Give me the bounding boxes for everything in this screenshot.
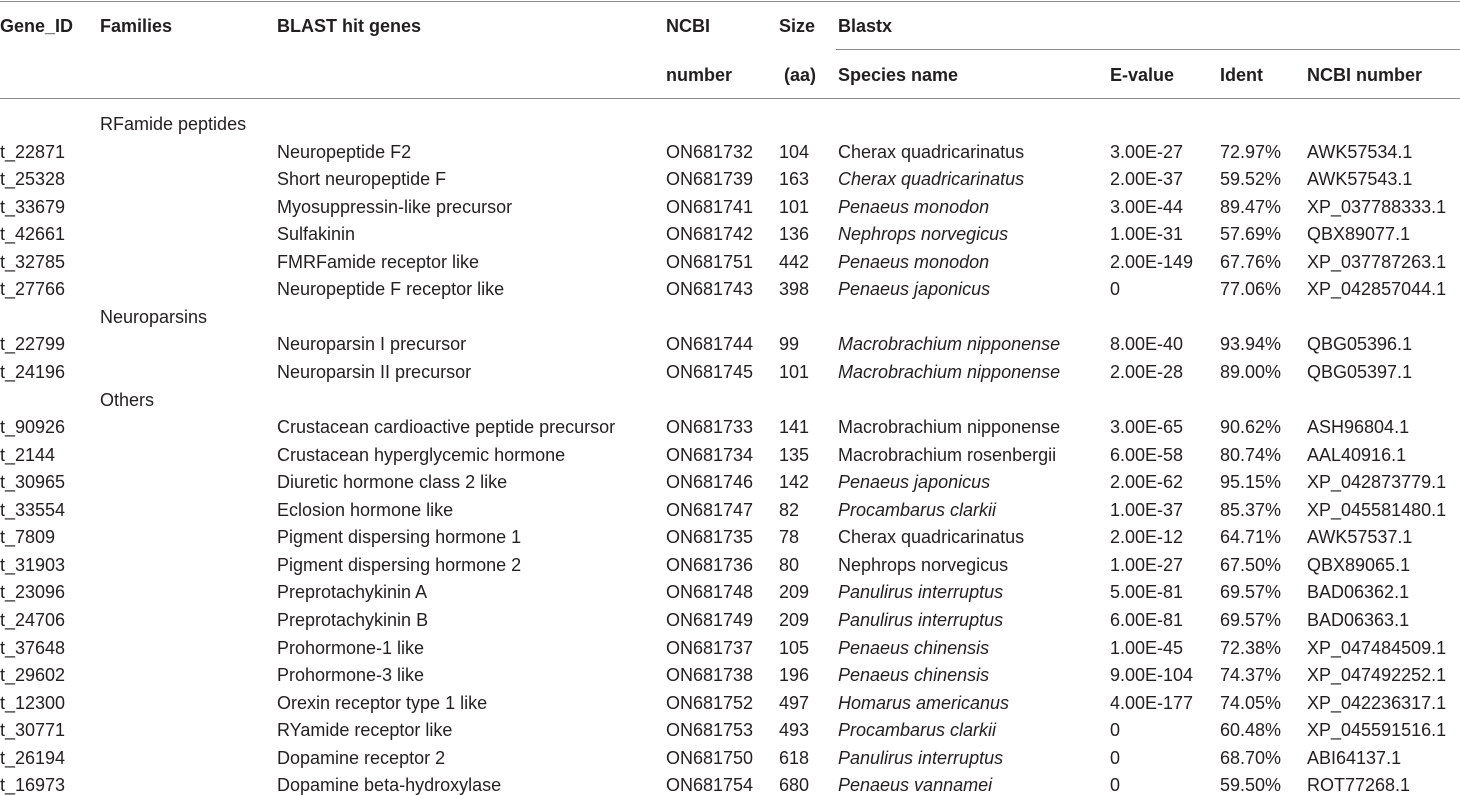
cell-accession: AAL40916.1 — [1307, 444, 1407, 465]
cell-gene-id: t_7809 — [0, 527, 56, 548]
cell-evalue: 0 — [1110, 720, 1121, 741]
cell-evalue: 0 — [1110, 279, 1121, 300]
cell-evalue: 6.00E-81 — [1110, 609, 1184, 630]
cell-evalue: 9.00E-104 — [1110, 665, 1194, 685]
cell-gene-id: t_42661 — [0, 224, 66, 245]
cell-gene-id: t_90926 — [0, 417, 66, 438]
cell-gene-id: t_37648 — [0, 637, 66, 658]
cell-size: 78 — [779, 527, 800, 548]
cell-blast-hit-gene: Neuropeptide F2 — [277, 141, 412, 162]
cell-ident: 64.71% — [1220, 527, 1282, 548]
cell-accession: XP_047492252.1 — [1307, 665, 1447, 685]
cell-ncbi-number: ON681751 — [666, 251, 754, 272]
cell-gene-id: t_27766 — [0, 279, 66, 300]
cell-evalue: 0 — [1110, 747, 1121, 768]
cell-blast-hit-gene: Preprotachykinin A — [277, 582, 428, 603]
cell-blast-hit-gene: Neuroparsin II precursor — [277, 362, 472, 382]
cell-accession: XP_037787263.1 — [1307, 251, 1447, 272]
cell-blast-hit-gene: Preprotachykinin B — [277, 609, 429, 630]
cell-gene-id: t_24706 — [0, 609, 66, 630]
cell-ncbi-number: ON681742 — [666, 224, 754, 245]
cell-ncbi-number: ON681737 — [666, 637, 754, 658]
cell-species-name: Macrobrachium nipponense — [838, 417, 1061, 438]
cell-accession: XP_042873779.1 — [1307, 472, 1447, 493]
cell-evalue: 2.00E-12 — [1110, 527, 1184, 548]
cell-evalue: 1.00E-45 — [1110, 637, 1184, 658]
cell-size: 99 — [779, 334, 800, 355]
cell-accession: QBG05397.1 — [1307, 362, 1413, 382]
cell-ncbi-number: ON681739 — [666, 169, 754, 190]
cell-ident: 67.76% — [1220, 251, 1282, 272]
cell-species-name: Macrobrachium rosenbergii — [838, 444, 1057, 465]
cell-size: 101 — [779, 362, 810, 382]
cell-gene-id: t_33554 — [0, 499, 66, 520]
cell-species-name: Macrobrachium nipponense — [838, 362, 1061, 382]
cell-gene-id: t_26194 — [0, 747, 66, 768]
cell-ident: 59.50% — [1220, 775, 1282, 795]
cell-gene-id: t_33679 — [0, 196, 66, 217]
cell-blast-hit-gene: Neuroparsin I precursor — [277, 334, 467, 355]
header-size: Size — [779, 16, 816, 36]
cell-accession: XP_037788333.1 — [1307, 196, 1447, 217]
cell-ident: 85.37% — [1220, 499, 1282, 520]
cell-ident: 57.69% — [1220, 224, 1282, 245]
cell-ncbi-number: ON681741 — [666, 196, 754, 217]
cell-gene-id: t_12300 — [0, 692, 66, 713]
cell-accession: AWK57543.1 — [1307, 169, 1413, 190]
header-families: Families — [100, 16, 173, 36]
cell-evalue: 8.00E-40 — [1110, 334, 1184, 355]
cell-ncbi-number: ON681743 — [666, 279, 754, 300]
cell-ident: 74.37% — [1220, 665, 1282, 685]
cell-size: 136 — [779, 224, 810, 245]
cell-size: 398 — [779, 279, 810, 300]
cell-accession: ASH96804.1 — [1307, 417, 1410, 438]
cell-ident: 93.94% — [1220, 334, 1282, 355]
cell-species-name: Nephrops norvegicus — [838, 224, 1009, 245]
cell-species-name: Penaeus chinensis — [838, 665, 990, 685]
cell-ident: 89.47% — [1220, 196, 1282, 217]
cell-ncbi-number: ON681753 — [666, 720, 754, 741]
header-size-unit: (aa) — [784, 65, 817, 85]
cell-accession: XP_047484509.1 — [1307, 637, 1447, 658]
cell-size: 80 — [779, 554, 800, 575]
cell-size: 141 — [779, 417, 810, 438]
cell-species-name: Cherax quadricarinatus — [838, 527, 1025, 548]
cell-ident: 60.48% — [1220, 720, 1282, 741]
cell-gene-id: t_29602 — [0, 665, 66, 685]
cell-evalue: 2.00E-37 — [1110, 169, 1184, 190]
cell-ncbi-number: ON681746 — [666, 472, 754, 493]
cell-blast-hit-gene: Pigment dispersing hormone 1 — [277, 527, 522, 548]
cell-evalue: 3.00E-27 — [1110, 141, 1184, 162]
cell-accession: ABI64137.1 — [1307, 747, 1402, 768]
cell-evalue: 0 — [1110, 775, 1121, 795]
cell-ncbi-number: ON681733 — [666, 417, 754, 438]
cell-gene-id: t_22871 — [0, 141, 66, 162]
cell-size: 618 — [779, 747, 810, 768]
cell-gene-id: t_25328 — [0, 169, 66, 190]
cell-ncbi-number: ON681732 — [666, 141, 754, 162]
header-blast-ncbi-number: NCBI number — [1307, 65, 1423, 85]
cell-species-name: Panulirus interruptus — [838, 609, 1004, 630]
header-gene-id: Gene_ID — [0, 16, 74, 36]
cell-gene-id: t_31903 — [0, 554, 66, 575]
top-rule — [0, 1, 1460, 2]
cell-gene-id: t_23096 — [0, 582, 66, 603]
cell-blast-hit-gene: FMRFamide receptor like — [277, 251, 480, 272]
cell-size: 163 — [779, 169, 810, 190]
cell-ident: 59.52% — [1220, 169, 1282, 190]
cell-gene-id: t_22799 — [0, 334, 66, 355]
header-species-name: Species name — [838, 65, 959, 85]
cell-ncbi-number: ON681734 — [666, 444, 754, 465]
cell-evalue: 3.00E-65 — [1110, 417, 1184, 438]
header-blast-hit-genes: BLAST hit genes — [277, 16, 422, 36]
cell-species-name: Panulirus interruptus — [838, 582, 1004, 603]
cell-accession: BAD06363.1 — [1307, 609, 1410, 630]
cell-ident: 72.38% — [1220, 637, 1282, 658]
cell-species-name: Panulirus interruptus — [838, 747, 1004, 768]
cell-blast-hit-gene: Myosuppressin-like precursor — [277, 196, 513, 217]
header-evalue: E-value — [1110, 65, 1175, 85]
cell-evalue: 1.00E-37 — [1110, 499, 1184, 520]
cell-size: 209 — [779, 609, 810, 630]
cell-accession: BAD06362.1 — [1307, 582, 1410, 603]
cell-size: 105 — [779, 637, 810, 658]
header-bottom-rule — [0, 98, 1460, 99]
header-ncbi: NCBI — [666, 16, 710, 36]
cell-accession: ROT77268.1 — [1307, 775, 1411, 795]
cell-accession: XP_045581480.1 — [1307, 499, 1447, 520]
cell-species-name: Penaeus japonicus — [838, 279, 991, 300]
cell-accession: QBG05396.1 — [1307, 334, 1413, 355]
cell-ncbi-number: ON681738 — [666, 665, 754, 685]
cell-ncbi-number: ON681748 — [666, 582, 754, 603]
cell-blast-hit-gene: Diuretic hormone class 2 like — [277, 472, 508, 493]
cell-ident: 69.57% — [1220, 582, 1282, 603]
cell-accession: AWK57537.1 — [1307, 527, 1413, 548]
blastx-rule — [836, 49, 1460, 50]
header-ident: Ident — [1220, 65, 1263, 85]
cell-evalue: 3.00E-44 — [1110, 196, 1184, 217]
cell-species-name: Homarus americanus — [838, 692, 1010, 713]
header-blastx: Blastx — [838, 16, 893, 36]
cell-ncbi-number: ON681754 — [666, 775, 754, 795]
cell-accession: XP_042236317.1 — [1307, 692, 1447, 713]
cell-blast-hit-gene: Dopamine receptor 2 — [277, 747, 446, 768]
cell-ncbi-number: ON681752 — [666, 692, 754, 713]
cell-ncbi-number: ON681747 — [666, 499, 754, 520]
cell-ncbi-number: ON681745 — [666, 362, 754, 382]
cell-ident: 80.74% — [1220, 444, 1282, 465]
cell-size: 104 — [779, 141, 810, 162]
cell-species-name: Penaeus japonicus — [838, 472, 991, 493]
cell-evalue: 2.00E-149 — [1110, 251, 1194, 272]
cell-ident: 67.50% — [1220, 554, 1282, 575]
cell-species-name: Penaeus monodon — [838, 196, 990, 217]
cell-gene-id: t_16973 — [0, 775, 66, 795]
cell-ncbi-number: ON681736 — [666, 554, 754, 575]
cell-species-name: Macrobrachium nipponense — [838, 334, 1061, 355]
cell-species-name: Procambarus clarkii — [838, 720, 997, 741]
cell-species-name: Procambarus clarkii — [838, 499, 997, 520]
cell-blast-hit-gene: Prohormone-3 like — [277, 665, 425, 685]
cell-blast-hit-gene: Short neuropeptide F — [277, 169, 447, 190]
cell-ident: 74.05% — [1220, 692, 1282, 713]
cell-size: 82 — [779, 499, 800, 520]
cell-species-name: Nephrops norvegicus — [838, 554, 1009, 575]
cell-blast-hit-gene: Pigment dispersing hormone 2 — [277, 554, 522, 575]
cell-size: 493 — [779, 720, 810, 741]
cell-ident: 72.97% — [1220, 141, 1282, 162]
cell-gene-id: t_30965 — [0, 472, 66, 493]
cell-blast-hit-gene: Prohormone-1 like — [277, 637, 425, 658]
cell-size: 497 — [779, 692, 810, 713]
cell-ident: 69.57% — [1220, 609, 1282, 630]
cell-ident: 90.62% — [1220, 417, 1282, 438]
cell-accession: QBX89077.1 — [1307, 224, 1411, 245]
cell-evalue: 4.00E-177 — [1110, 692, 1194, 713]
cell-blast-hit-gene: Sulfakinin — [277, 224, 356, 245]
cell-blast-hit-gene: RYamide receptor like — [277, 720, 453, 741]
cell-ident: 77.06% — [1220, 279, 1282, 300]
cell-gene-id: t_32785 — [0, 251, 66, 272]
header-ncbi-number: number — [666, 65, 733, 85]
cell-blast-hit-gene: Eclosion hormone like — [277, 499, 454, 520]
cell-size: 680 — [779, 775, 810, 795]
cell-accession: XP_042857044.1 — [1307, 279, 1447, 300]
cell-species-name: Penaeus chinensis — [838, 637, 990, 658]
cell-size: 442 — [779, 251, 810, 272]
cell-gene-id: t_30771 — [0, 720, 66, 741]
cell-species-name: Cherax quadricarinatus — [838, 169, 1025, 190]
cell-size: 101 — [779, 196, 810, 217]
cell-ident: 89.00% — [1220, 362, 1282, 382]
cell-blast-hit-gene: Neuropeptide F receptor like — [277, 279, 505, 300]
cell-size: 209 — [779, 582, 810, 603]
cell-blast-hit-gene: Orexin receptor type 1 like — [277, 692, 488, 713]
cell-species-name: Penaeus vannamei — [838, 775, 993, 795]
cell-accession: AWK57534.1 — [1307, 141, 1413, 162]
cell-ident: 95.15% — [1220, 472, 1282, 493]
family-label: RFamide peptides — [100, 114, 247, 134]
cell-ncbi-number: ON681744 — [666, 334, 754, 355]
cell-evalue: 6.00E-58 — [1110, 444, 1184, 465]
cell-species-name: Cherax quadricarinatus — [838, 141, 1025, 162]
cell-ncbi-number: ON681749 — [666, 609, 754, 630]
cell-blast-hit-gene: Dopamine beta-hydroxylase — [277, 775, 502, 795]
cell-ncbi-number: ON681735 — [666, 527, 754, 548]
cell-accession: XP_045591516.1 — [1307, 720, 1447, 741]
cell-evalue: 2.00E-28 — [1110, 362, 1184, 382]
cell-species-name: Penaeus monodon — [838, 251, 990, 272]
cell-ncbi-number: ON681750 — [666, 747, 754, 768]
cell-evalue: 2.00E-62 — [1110, 472, 1184, 493]
family-label: Neuroparsins — [100, 306, 208, 327]
cell-ident: 68.70% — [1220, 747, 1282, 768]
cell-gene-id: t_2144 — [0, 444, 56, 465]
cell-evalue: 1.00E-31 — [1110, 224, 1184, 245]
cell-accession: QBX89065.1 — [1307, 554, 1411, 575]
cell-size: 142 — [779, 472, 810, 493]
cell-gene-id: t_24196 — [0, 362, 66, 382]
cell-size: 196 — [779, 665, 810, 685]
cell-blast-hit-gene: Crustacean hyperglycemic hormone — [277, 444, 566, 465]
cell-blast-hit-gene: Crustacean cardioactive peptide precursor — [277, 417, 616, 438]
cell-size: 135 — [779, 444, 810, 465]
cell-evalue: 5.00E-81 — [1110, 582, 1184, 603]
family-label: Others — [100, 389, 155, 410]
cell-evalue: 1.00E-27 — [1110, 554, 1184, 575]
